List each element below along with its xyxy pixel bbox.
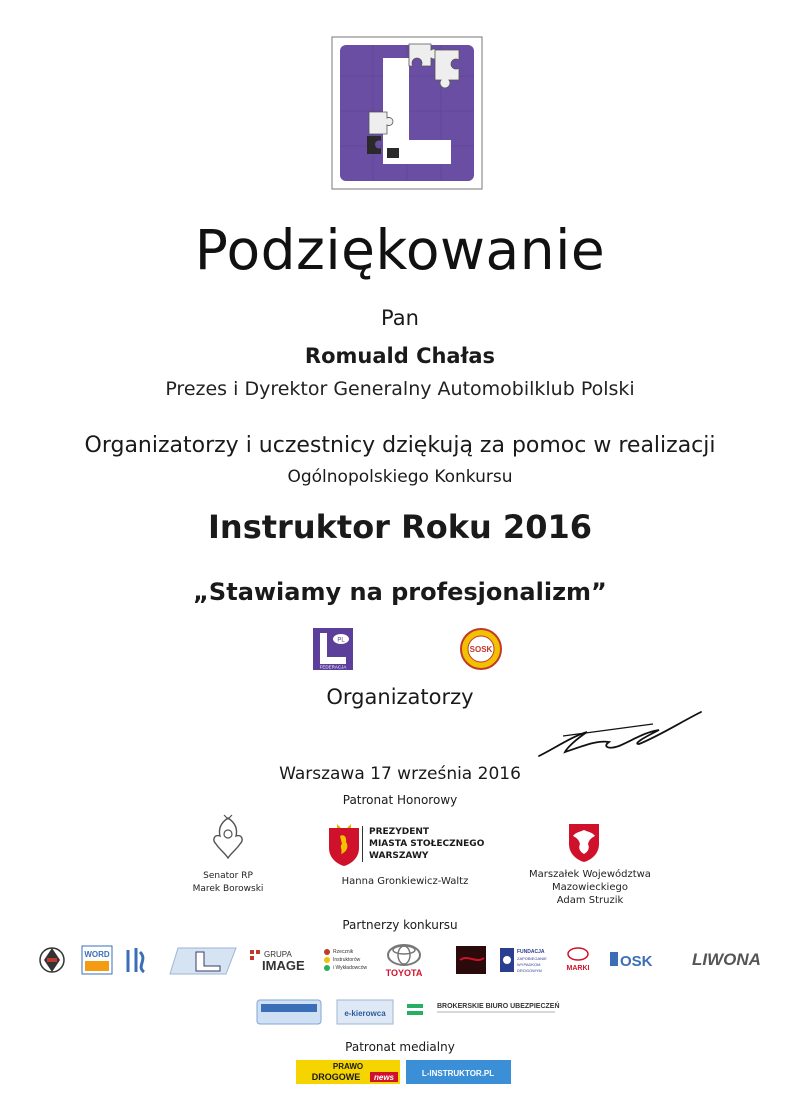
learner-l-sign-logo — [331, 36, 483, 190]
liwona-logo — [692, 950, 761, 969]
svg-text:WYPADKOM: WYPADKOM — [517, 962, 541, 967]
svg-text:i Wykładowców: i Wykładowców — [333, 965, 368, 971]
patron-president-line1: PREZYDENT — [369, 827, 430, 837]
patron-president-name: Hanna Gronkiewicz-Waltz — [341, 876, 469, 887]
partner-logos-row-2 — [255, 996, 565, 1028]
its-logo — [128, 948, 144, 972]
toyota-logo — [386, 945, 423, 978]
certificate-title: Podziękowanie — [194, 218, 606, 282]
osk-logo — [610, 952, 653, 970]
media-patronage-label: Patronat medialny — [345, 1040, 455, 1054]
svg-text:MARKI: MARKI — [566, 965, 590, 972]
svg-text:ZAPOBIEGANIE: ZAPOBIEGANIE — [517, 956, 547, 961]
prawo-drogowe-news-logo — [296, 1060, 400, 1084]
svg-text:e-kierowca: e-kierowca — [344, 1009, 386, 1018]
salutation: Pan — [381, 306, 419, 330]
patron-senator-name: Marek Borowski — [192, 884, 264, 894]
l-instruktor-logo — [406, 1060, 511, 1084]
patron-president-label — [362, 826, 509, 862]
recipient-name: Romuald Chałas — [304, 344, 496, 368]
honorary-patronage-label: Patronat Honorowy — [342, 793, 458, 807]
thanks-text-line1: Organizatorzy i uczestnicy dziękują za pomoc w realizacji — [84, 433, 716, 458]
sosk-logo — [460, 628, 502, 670]
partner-logos-row — [36, 940, 776, 980]
l-federacja-banner-logo — [170, 948, 236, 974]
svg-text:DROGOWE: DROGOWE — [311, 1072, 361, 1082]
svg-text:BROKERSKIE BIURO UBEZPIECZEŃ: BROKERSKIE BIURO UBEZPIECZEŃ — [437, 1003, 560, 1010]
svg-text:LIWONA: LIWONA — [692, 950, 761, 969]
mazowieckie-coat-of-arms — [567, 822, 601, 862]
svg-text:L-INSTRUKTOR.PL: L-INSTRUKTOR.PL — [421, 1069, 495, 1078]
brokerskie-logo — [437, 1001, 560, 1012]
dark-brand-logo — [456, 946, 486, 974]
slogan: „Stawiamy na profesjonalizm” — [193, 578, 607, 606]
svg-text:IMAGE: IMAGE — [262, 958, 305, 973]
toyota-marki-logo — [567, 948, 590, 972]
credit-partner-logo — [257, 1000, 321, 1024]
organizers-label: Organizatorzy — [326, 685, 474, 709]
patron-marshal — [520, 868, 660, 907]
word-logo — [82, 946, 112, 974]
media-logos-row — [296, 1060, 511, 1084]
signature — [535, 706, 705, 761]
svg-text:GRUPA: GRUPA — [264, 950, 292, 959]
svg-text:Rzecznik: Rzecznik — [333, 949, 354, 955]
svg-text:DROGOWYM: DROGOWYM — [517, 968, 542, 973]
green-bar-logo — [407, 1004, 423, 1015]
patron-marshal-line2: Mazowieckiego — [552, 882, 628, 893]
svg-text:TOYOTA: TOYOTA — [385, 968, 423, 978]
place-and-date: Warszawa 17 września 2016 — [279, 764, 521, 784]
e-kierowca-logo — [337, 1000, 393, 1024]
patron-president-line2: MIASTA STOŁECZNEGO WARSZAWY — [369, 839, 485, 861]
patron-marshal-line1: Marszałek Województwa — [529, 869, 651, 880]
grupa-image-logo — [250, 950, 305, 973]
patron-senator — [178, 870, 278, 896]
event-name: Instruktor Roku 2016 — [208, 508, 592, 546]
partners-label: Partnerzy konkursu — [342, 918, 458, 932]
recipient-role: Prezes i Dyrektor Generalny Automobilklub Polski — [165, 378, 635, 400]
svg-text:Instruktorów: Instruktorów — [333, 957, 361, 963]
svg-text:PL: PL — [337, 637, 345, 644]
federacja-logo — [313, 628, 353, 670]
patron-senator-title: Senator RP — [203, 871, 253, 881]
police-emblem-logo — [40, 948, 64, 972]
svg-text:OSK: OSK — [620, 953, 653, 970]
fundacja-zwd-logo — [500, 948, 547, 973]
svg-text:FUNDACJA: FUNDACJA — [517, 949, 545, 955]
rzecznik-logo — [324, 949, 368, 971]
warsaw-coat-of-arms — [327, 822, 361, 866]
senate-eagle-emblem — [208, 812, 248, 864]
svg-text:FEDERACJA: FEDERACJA — [319, 664, 347, 670]
svg-text:SOSK: SOSK — [469, 645, 493, 654]
patron-marshal-line3: Adam Struzik — [556, 895, 624, 906]
thanks-text-line2: Ogólnopolskiego Konkursu — [287, 467, 513, 487]
svg-text:WORD: WORD — [84, 950, 110, 959]
svg-text:PRAWO: PRAWO — [332, 1062, 364, 1071]
svg-text:news: news — [373, 1073, 395, 1082]
